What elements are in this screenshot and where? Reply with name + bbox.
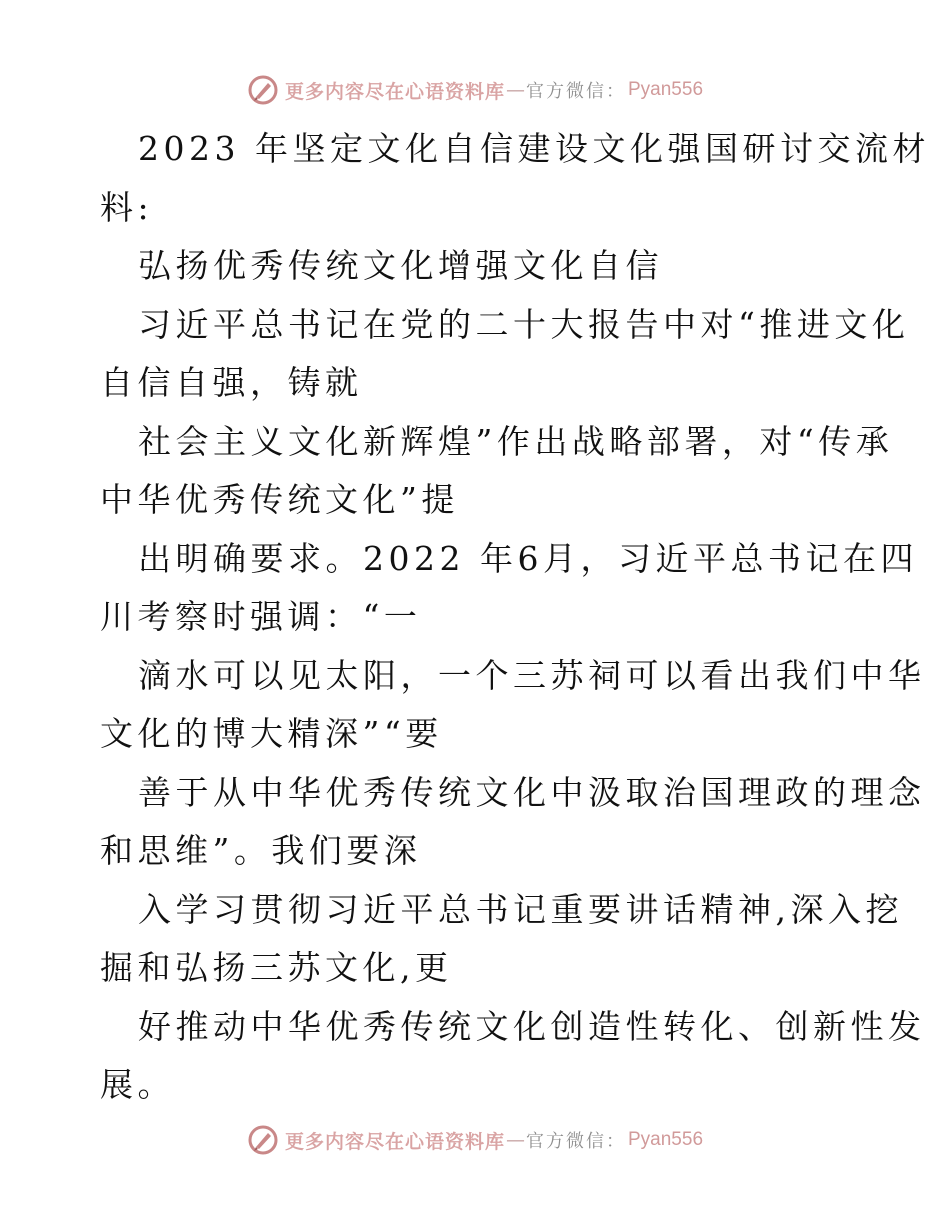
watermark-main-text: 更多内容尽在心语资料库	[284, 1130, 505, 1153]
text-line: 川考察时强调：“一	[100, 597, 422, 636]
pen-logo-icon	[247, 1124, 279, 1156]
document-body	[100, 120, 930, 1115]
watermark-official-text: 官方微信：	[526, 81, 626, 102]
watermark-official-text: 官方微信：	[526, 1131, 626, 1152]
pen-logo-icon	[247, 74, 279, 106]
watermark-banner-top	[0, 70, 950, 110]
text-line: 中华优秀传统文化”提	[100, 480, 459, 519]
watermark-dash: —	[506, 79, 525, 101]
text-line: 习近平总书记在党的二十大报告中对“推进文化	[138, 304, 910, 344]
watermark-wechat-id: Pyan556	[628, 79, 704, 100]
watermark-main-text: 更多内容尽在心语资料库	[284, 80, 505, 103]
text-line: 展。	[100, 1065, 175, 1104]
text-line: 社会主义文化新辉煌”作出战略部署，对“传承	[138, 421, 894, 461]
text-line: 2023 年坚定文化自信建设文化强国研讨交流材	[138, 129, 930, 168]
text-line: 料:	[100, 187, 154, 227]
watermark-wechat-id: Pyan556	[628, 1129, 704, 1150]
text-line: 出明确要求。2022 年6月，习近平总书记在四	[138, 538, 918, 578]
text-line: 好推动中华优秀传统文化创造性转化、创新性发	[138, 1006, 926, 1046]
text-line: 入学习贯彻习近平总书记重要讲话精神,深入挖	[138, 889, 903, 929]
text-line: 自信自强，铸就	[100, 363, 363, 402]
text-line: 滴水可以见太阳，一个三苏祠可以看出我们中华	[138, 655, 926, 695]
text-line: 善于从中华优秀传统文化中汲取治国理政的理念	[138, 772, 926, 812]
text-line: 文化的博大精深”“要	[100, 714, 443, 753]
text-line: 和思维”。我们要深	[100, 831, 422, 870]
watermark-banner-bottom	[0, 1120, 950, 1160]
text-line: 掘和弘扬三苏文化,更	[100, 948, 453, 987]
text-line: 弘扬优秀传统文化增强文化自信	[138, 246, 663, 285]
watermark-dash: —	[506, 1129, 525, 1151]
